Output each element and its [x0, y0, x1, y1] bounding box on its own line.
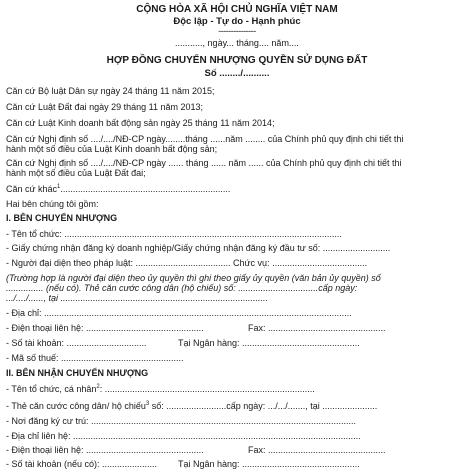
seller-address-line: - Địa chỉ: ........................................................................................................................... [6, 308, 352, 318]
seller-representative-line: - Người đại diện theo pháp luật: ...................................... Chức vụ: ...................................... [6, 258, 368, 268]
authorization-note: ............... (nếu có). Thẻ căn cước công dân (hộ chiếu) số: ................................cấp ngày: [6, 283, 358, 293]
parties-intro: Hai bên chúng tôi gồm: [6, 199, 99, 209]
seller-tax-line: - Mã số thuế: ................................................. [6, 353, 184, 363]
buyer-fax-line: Fax: ............................................... [248, 445, 386, 455]
footnote-marker: 1 [57, 184, 61, 190]
date-line: ..........., ngày... tháng.... năm.... [175, 38, 299, 48]
authorization-note: (Trường hợp là người đại diện theo ủy quyền thì ghi theo giấy ủy quyền (văn bản ủy quyền) số [6, 273, 381, 283]
basis-line: Căn cứ Bộ luật Dân sự ngày 24 tháng 11 năm 2015; [6, 86, 215, 96]
buyer-account-line: - Số tài khoản (nếu có): ...................... [6, 459, 158, 469]
buyer-bank-line: Tại Ngân hàng: ............................................... [178, 459, 360, 469]
buyer-phone-line: - Điện thoại liên hệ: ............................................... [6, 445, 204, 455]
buyer-name-dots: : .................................................................................... [99, 384, 315, 394]
basis-line: Căn cứ Nghị định số ..../..../NĐ-CP ngày........tháng ......năm ........ của Chính phủ quy định chi tiết thi [6, 134, 404, 144]
buyer-id-label: - Thẻ căn cước công dân/ hộ chiếu [6, 401, 146, 411]
buyer-id-line [6, 401, 377, 412]
buyer-address-line: - Địa chỉ liên hệ: ................................................................................................................... [6, 431, 361, 441]
basis-line: Căn cứ Luật Kinh doanh bất động sản ngày 25 tháng 11 năm 2014; [6, 118, 275, 128]
basis-line: Căn cứ Luật Đất đai ngày 29 tháng 11 năm 2013; [6, 102, 203, 112]
other-basis-dots: .................................................................... [60, 184, 231, 194]
buyer-name-line [6, 384, 315, 395]
seller-phone-line: - Điện thoại liên hệ: ............................................... [6, 323, 204, 333]
basis-line: hành một số điều của Luật Đất đai; [6, 168, 146, 178]
buyer-residence-line: - Nơi đăng ký cư trú: .......................................................................................................... [6, 416, 357, 426]
contract-number: Số ......../.......... [204, 68, 270, 79]
basis-line: Căn cứ Nghị định số ..../..../NĐ-CP ngày ...... tháng ...... năm ...... của Chính phủ quy định chi tiết thi [6, 158, 402, 168]
footnote-marker: 3 [145, 401, 150, 407]
seller-name-line: - Tên tổ chức: ............................................................................................................... [6, 229, 342, 239]
section-2-title: II. BÊN NHẬN CHUYỂN NHƯỢNG [6, 368, 149, 378]
motto-rule: --------------- [218, 26, 256, 36]
other-basis-label: Căn cứ khác [6, 184, 58, 194]
contract-title: HỢP ĐỒNG CHUYỂN NHƯỢNG QUYỀN SỬ DỤNG ĐẤT [106, 55, 368, 66]
section-1-title: I. BÊN CHUYỂN NHƯỢNG [6, 213, 118, 223]
seller-account-line: - Số tài khoản: ................................ [6, 338, 147, 348]
authorization-note: .../..../......, tại ................................................................................... [6, 293, 269, 303]
other-basis-line [6, 184, 230, 195]
seller-fax-line: Fax: ............................................... [248, 323, 386, 333]
buyer-id-dots: số: ........................cấp ngày: .../.../......., tại ...................... [149, 401, 378, 411]
seller-bank-line: Tại Ngân hàng: ............................................... [178, 338, 360, 348]
motto-heading: Độc lập - Tự do - Hạnh phúc [173, 16, 301, 27]
basis-line: hành một số điều của Luật Kinh doanh bất động sản; [6, 144, 218, 154]
buyer-name-label: - Tên tổ chức, cá nhân [6, 384, 97, 394]
seller-registration-line: - Giấy chứng nhận đăng ký doanh nghiệp/Giấy chứng nhận đăng ký đầu tư số: ........................... [6, 243, 391, 253]
nation-heading: CỘNG HÒA XÃ HỘI CHỦ NGHĨA VIỆT NAM [136, 4, 338, 15]
footnote-marker: 2 [96, 384, 100, 390]
